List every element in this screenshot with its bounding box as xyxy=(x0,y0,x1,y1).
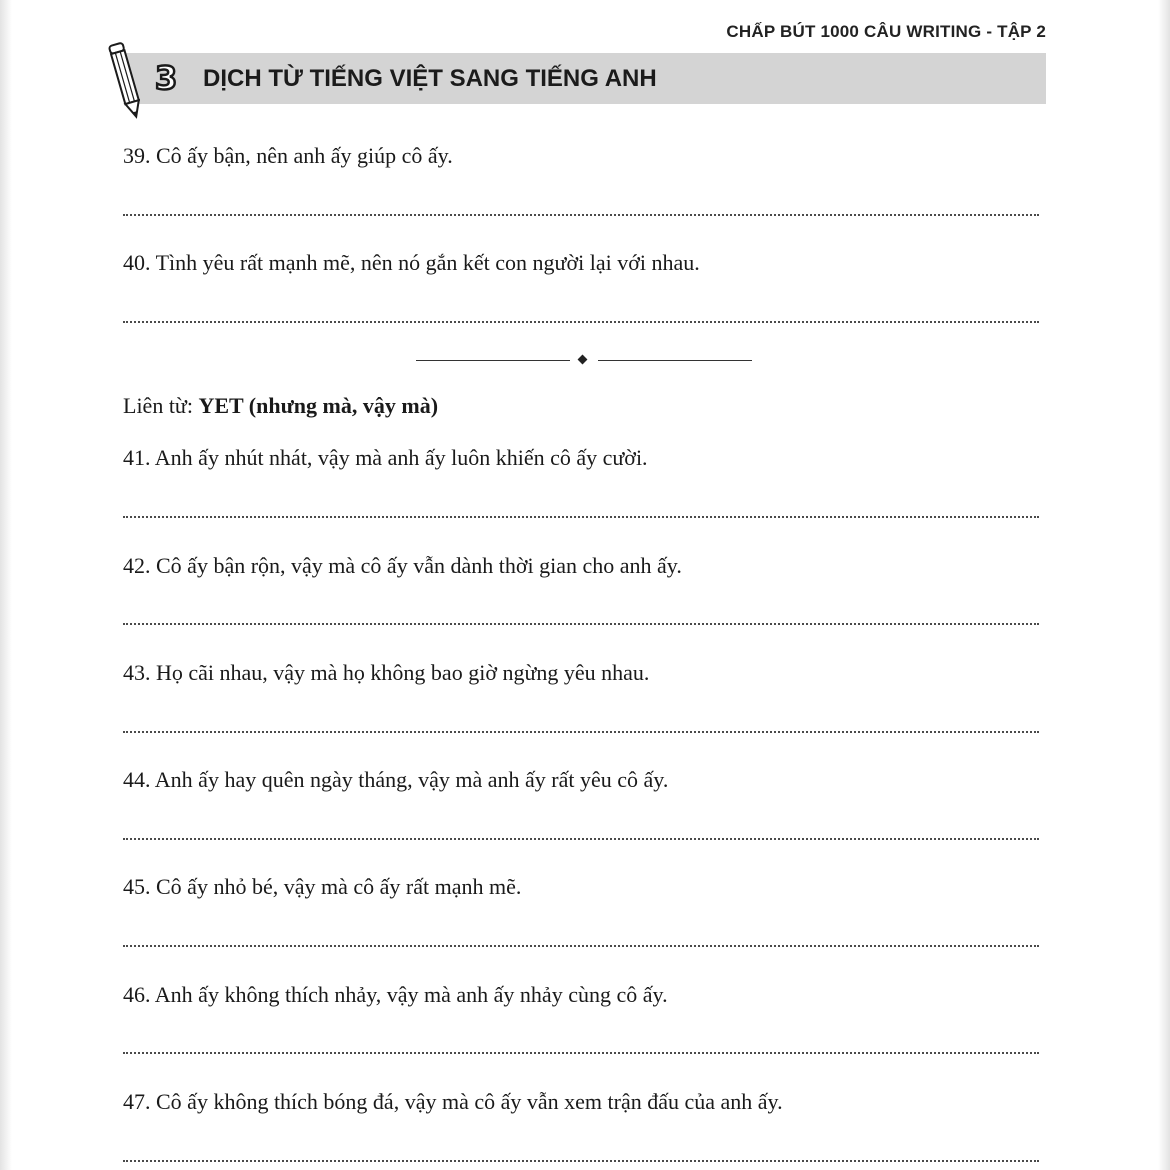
exercise-item-39: 39. Cô ấy bận, nên anh ấy giúp cô ấy. xyxy=(123,143,453,168)
exercise-item-42: 42. Cô ấy bận rộn, vậy mà cô ấy vẫn dành thời gian cho anh ấy. xyxy=(123,553,682,578)
conjunction-prefix: Liên từ: xyxy=(123,393,199,418)
section-number: 3 xyxy=(155,59,178,97)
exercise-item-41: 41. Anh ấy nhút nhát, vậy mà anh ấy luôn khiến cô ấy cười. xyxy=(123,445,648,470)
page-edge-right xyxy=(1158,0,1170,1170)
answer-line-45[interactable] xyxy=(123,945,1039,947)
page-edge-left xyxy=(0,0,12,1170)
answer-line-42[interactable] xyxy=(123,623,1039,625)
answer-line-39[interactable] xyxy=(123,214,1039,216)
answer-line-41[interactable] xyxy=(123,516,1039,518)
answer-line-47[interactable] xyxy=(123,1160,1039,1162)
exercise-item-45: 45. Cô ấy nhỏ bé, vậy mà cô ấy rất mạnh mẽ. xyxy=(123,874,522,899)
exercise-item-40: 40. Tình yêu rất mạnh mẽ, nên nó gắn kết con người lại với nhau. xyxy=(123,250,700,275)
answer-line-46[interactable] xyxy=(123,1052,1039,1054)
running-header: CHẤP BÚT 1000 CÂU WRITING - TẬP 2 xyxy=(726,22,1046,41)
exercise-item-43: 43. Họ cãi nhau, vậy mà họ không bao giờ ngừng yêu nhau. xyxy=(123,660,650,685)
pencil-icon xyxy=(104,40,148,122)
answer-line-43[interactable] xyxy=(123,731,1039,733)
answer-line-40[interactable] xyxy=(123,321,1039,323)
diamond-icon xyxy=(578,355,588,365)
answer-line-44[interactable] xyxy=(123,838,1039,840)
exercise-item-47: 47. Cô ấy không thích bóng đá, vậy mà cô ấy vẫn xem trận đấu của anh ấy. xyxy=(123,1089,783,1114)
section-divider xyxy=(416,352,752,370)
section-title: DỊCH TỪ TIẾNG VIỆT SANG TIẾNG ANH xyxy=(203,65,657,92)
divider-line-left xyxy=(416,360,570,361)
exercise-item-44: 44. Anh ấy hay quên ngày tháng, vậy mà anh ấy rất yêu cô ấy. xyxy=(123,767,669,792)
conjunction-keyword: YET (nhưng mà, vậy mà) xyxy=(198,393,439,418)
divider-line-right xyxy=(598,360,752,361)
exercise-item-46: 46. Anh ấy không thích nhảy, vậy mà anh ấy nhảy cùng cô ấy. xyxy=(123,982,668,1007)
conjunction-heading xyxy=(123,392,438,420)
